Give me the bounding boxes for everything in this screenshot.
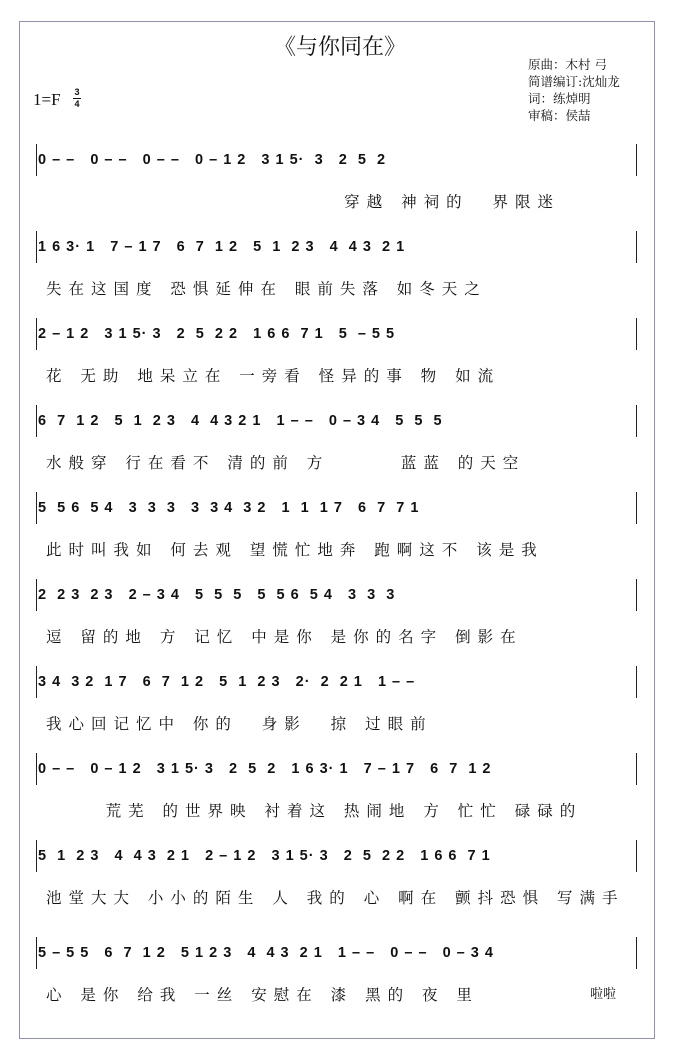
bar-line <box>36 840 37 872</box>
lyrics-line: 此时叫我如 何去观 望慌忙地奔 跑啊这不 该是我 <box>46 541 544 559</box>
notation-line: 5 5 6 5 4 3 3 3 3 3 4 3 2 1 1 1 7 6 7 7 1 <box>38 500 420 516</box>
notation-line: 5 1 2 3 4 4 3 2 1 2 – 1 2 3 1 5· 3 2 5 2 2 1 6 6 7 1 <box>38 848 491 864</box>
bar-line <box>36 492 37 524</box>
bar-line <box>636 840 637 872</box>
bar-line <box>636 144 637 176</box>
key-signature: 1=F <box>33 90 61 109</box>
lyrics-line: 穿越 神祠的 界限迷 <box>46 193 560 211</box>
bar-line <box>36 937 37 969</box>
lyrics-tail: 啦啦 <box>590 987 617 1002</box>
time-signature-bottom: 4 <box>74 99 80 109</box>
song-title: 《与你同在》 <box>273 35 406 60</box>
notation-line: 2 2 3 2 3 2 – 3 4 5 5 5 5 5 6 5 4 3 3 3 <box>38 587 396 603</box>
bar-line <box>636 405 637 437</box>
credit-lyricist: 词：练焯明 <box>528 91 591 106</box>
credits-block <box>528 56 620 124</box>
notation-line: 0 – – 0 – 1 2 3 1 5· 3 2 5 2 1 6 3· 1 7 – 1 7 6 7 1 2 <box>38 761 492 777</box>
notation-line: 3 4 3 2 1 7 6 7 1 2 5 1 2 3 2· 2 2 1 1 – – <box>38 674 416 690</box>
bar-line <box>636 937 637 969</box>
lyrics-line: 水般穿 行在看不 清的前 方 蓝蓝 的天空 <box>46 454 526 472</box>
lyrics-line: 失在这国度 恐惧延伸在 眼前失落 如冬天之 <box>46 280 487 298</box>
notation-line: 2 – 1 2 3 1 5· 3 2 5 2 2 1 6 6 7 1 5 – 5 5 <box>38 326 396 342</box>
bar-line <box>36 405 37 437</box>
bar-line <box>36 144 37 176</box>
time-signature-top: 3 <box>74 87 80 97</box>
bar-line <box>36 318 37 350</box>
bar-line <box>636 231 637 263</box>
bar-line <box>636 753 637 785</box>
notation-line: 1 6 3· 1 7 – 1 7 6 7 1 2 5 1 2 3 4 4 3 2 1 <box>38 239 406 255</box>
bar-line <box>636 579 637 611</box>
bar-line <box>36 231 37 263</box>
bar-line <box>636 318 637 350</box>
credit-original: 原曲：木村 弓 <box>528 57 607 72</box>
bar-line <box>36 579 37 611</box>
bar-line <box>636 492 637 524</box>
lyrics-line: 心 是你 给我 一丝 安慰在 漆 黑的 夜 里 <box>46 986 479 1004</box>
bar-line <box>636 666 637 698</box>
lyrics-line: 花 无助 地呆立在 一旁看 怪异的事 物 如流 <box>46 367 501 385</box>
credit-reviewer: 审稿：侯喆 <box>528 108 591 123</box>
lyrics-line: 逗 留的地 方 记忆 中是你 是你的名字 倒影在 <box>46 628 523 646</box>
notation-line: 6 7 1 2 5 1 2 3 4 4 3 2 1 1 – – 0 – 3 4 5 5 5 <box>38 413 443 429</box>
lyrics-line: 我心回记忆中 你的 身影 掠 过眼前 <box>46 715 433 733</box>
time-signature <box>73 88 81 109</box>
lyrics-line: 池堂大大 小小的陌生 人 我的 心 啊在 颤抖恐惧 写满手 <box>46 889 625 907</box>
notation-line: 5 – 5 5 6 7 1 2 5 1 2 3 4 4 3 2 1 1 – – 0 – – 0 – 3 4 <box>38 945 494 961</box>
bar-line <box>36 666 37 698</box>
lyrics-line: 荒芜 的世界映 衬着这 热闹地 方 忙忙 碌碌的 <box>46 802 583 820</box>
bar-line <box>36 753 37 785</box>
notation-line: 0 – – 0 – – 0 – – 0 – 1 2 3 1 5· 3 2 5 2 <box>38 152 387 168</box>
credit-arranger: 简谱编订:沈灿龙 <box>528 74 620 89</box>
